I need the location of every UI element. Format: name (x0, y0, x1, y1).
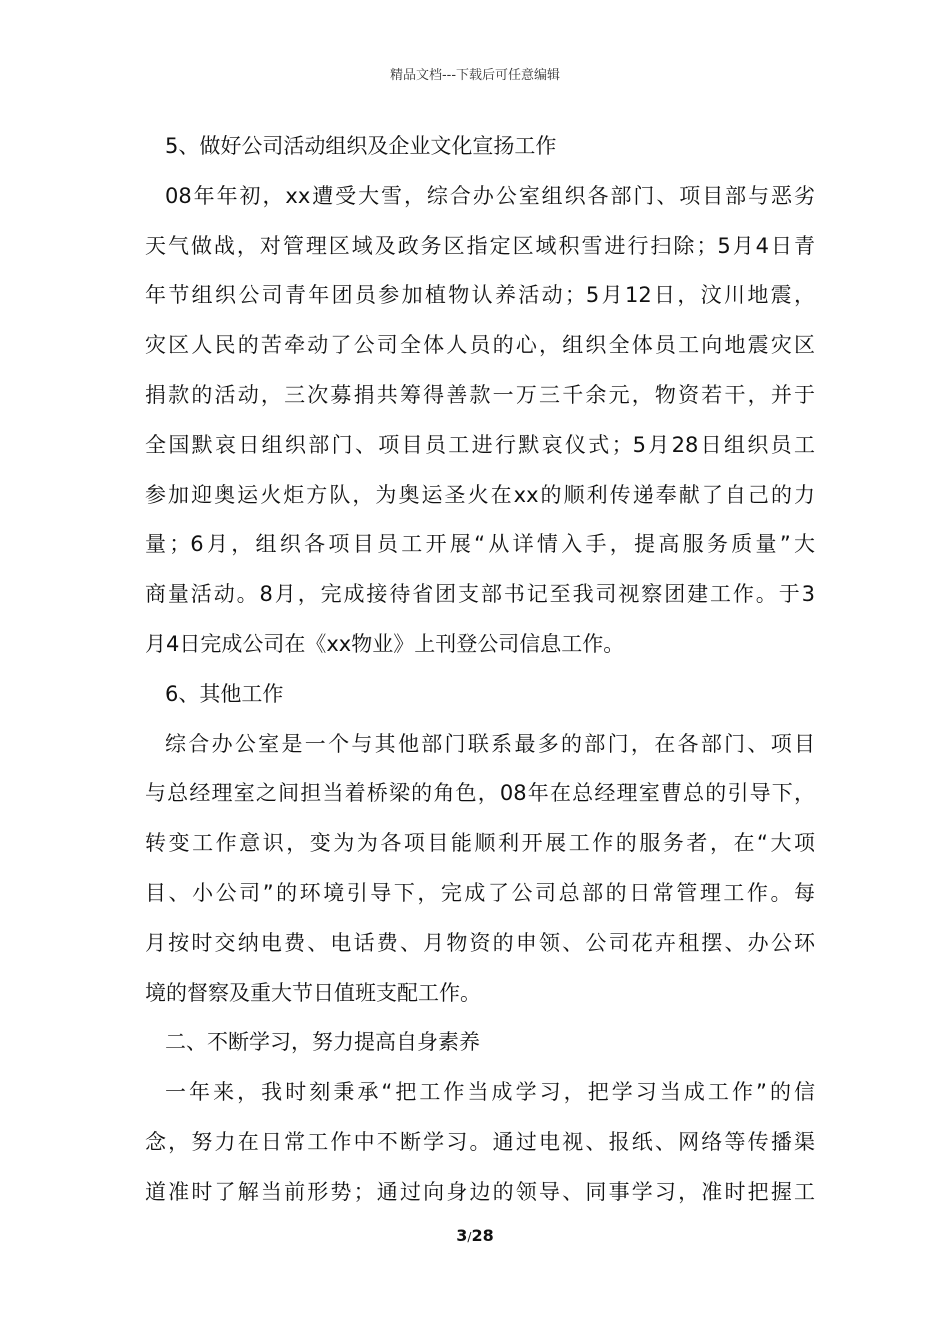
text-line: 综合办公室是一个与其他部门联系最多的部门，在各部门、项目 (165, 731, 815, 756)
text-line: 商量活动。8月，完成接待省团支部书记至我司视察团建工作。于3 (145, 582, 815, 607)
text-line: 一年来，我时刻秉承“把工作当成学习，把学习当成工作”的信 (165, 1080, 815, 1105)
text-line: 月4日完成公司在《xx物业》上刊登公司信息工作。 (145, 631, 625, 656)
page-separator: / (467, 1230, 472, 1244)
page-total: 28 (471, 1226, 494, 1245)
page-header: 精品文档---下载后可任意编辑 (389, 68, 561, 83)
text-line: 灾区人民的苦牵动了公司全体人员的心，组织全体员工向地震灾区 (145, 333, 815, 358)
text-line: 天气做战，对管理区域及政务区指定区域积雪进行扫除；5月4日青 (145, 233, 815, 258)
text-line: 转变工作意识，变为为各项目能顺利开展工作的服务者，在“大项 (145, 831, 815, 856)
document-body (145, 122, 815, 1218)
text-line: 08年年初，xx遭受大雪，综合办公室组织各部门、项目部与恶劣 (165, 183, 815, 208)
text-line: 捐款的活动，三次募捐共筹得善款一万三千余元，物资若干，并于 (145, 382, 815, 407)
text-line: 二、不断学习，努力提高自身素养 (165, 1030, 480, 1055)
text-line: 境的督察及重大节日值班支配工作。 (145, 980, 481, 1005)
text-line: 与总经理室之间担当着桥梁的角色，08年在总经理室曹总的引导下， (145, 781, 815, 806)
text-line: 5、做好公司活动组织及企业文化宣扬工作 (165, 134, 557, 158)
text-line: 月按时交纳电费、电话费、月物资的申领、公司花卉租摆、办公环 (145, 930, 815, 955)
text-line: 念，努力在日常工作中不断学习。通过电视、报纸、网络等传播渠 (145, 1129, 815, 1154)
page-number (0, 1226, 950, 1245)
text-line: 全国默哀日组织部门、项目员工进行默哀仪式；5月28日组织员工 (145, 432, 815, 457)
text-line: 6、其他工作 (165, 681, 284, 706)
text-line: 参加迎奥运火炬方队，为奥运圣火在xx的顺利传递奉献了自己的力 (145, 482, 815, 507)
text-line: 道准时了解当前形势；通过向身边的领导、同事学习，准时把握工 (145, 1179, 815, 1204)
text-line: 年节组织公司青年团员参加植物认养活动；5月12日，汶川地震， (145, 283, 815, 308)
text-line: 目、小公司”的环境引导下，完成了公司总部的日常管理工作。每 (145, 880, 815, 905)
text-line: 量；6月，组织各项目员工开展“从详情入手，提高服务质量”大 (145, 532, 815, 557)
page-current: 3 (456, 1226, 468, 1245)
